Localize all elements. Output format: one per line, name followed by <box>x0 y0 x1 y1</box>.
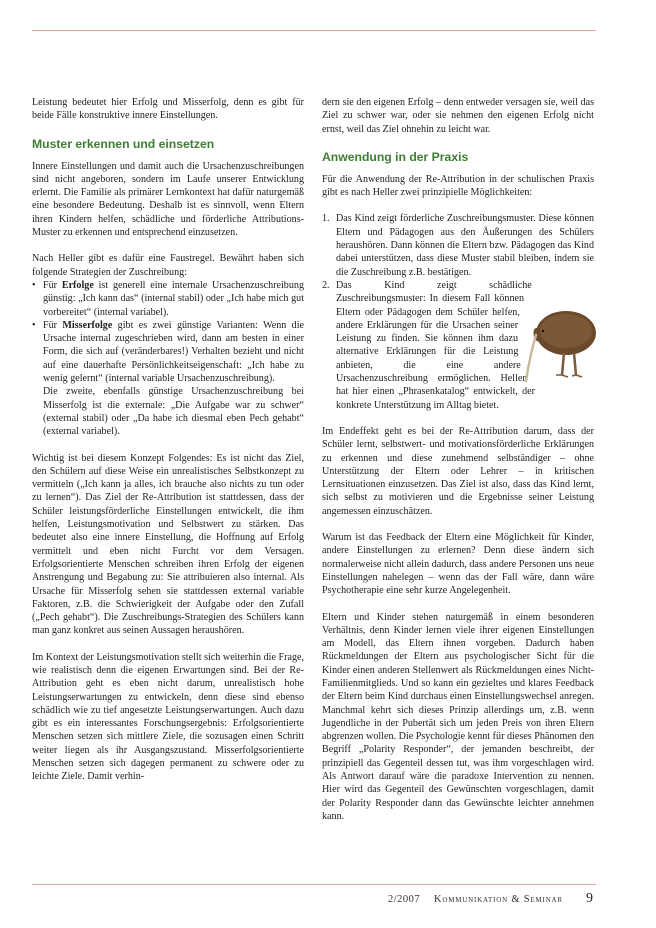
section-heading: Muster erkennen und einsetzen <box>32 136 215 151</box>
list-number: 2. <box>322 279 330 291</box>
kiwi-bird-icon <box>522 285 600 395</box>
paragraph: Eltern und Kinder stehen naturgemäß in einem besonderen Verhältnis, denn Kinder lernen viele ihrer eigenen Einstellungen am Modell, das Eltern ihnen vorgeben. Dadurch haben Rückmeldungen der Eltern aus psychologischer Sicht für die Kinder einen anderen Stellenwert als Rückmeldungen eines Nicht-Familienmitglieds. Und so kann ein gezieltes und klares Feedback der Eltern beim Kind durchaus einen Einstellungswechsel anregen. Manchmal kehrt sich dieses Prinzip allerdings um, z.B. wenn Jugendliche in der Pubertät sich um jeden Preis von ihren Eltern abgrenzen wollen. Die Psychologie kennt für dieses Phänomen den Begriff „Polarity Responder“, der jemanden beschreibt, der prinzipiell das Gegenteil dessen tut, was ihm vorgeschlagen wird. Als Antwort darauf wäre die paradoxe Intervention zu nennen. Hier wird das Gegenteil des Gewünschten vorgeschlagen, damit der Polarity Responder dann das Gewünschte leichter annehmen kann. <box>322 611 594 822</box>
section-heading: Anwendung in der Praxis <box>322 149 469 164</box>
page-number: 9 <box>586 891 593 906</box>
list-text: Das Kind zeigt förderliche Zuschreibungsmuster. Diese können Eltern und Pädagogen aus den Äußerungen des Schülers heraushören. Dann können die Eltern bzw. Pädagogen das Kind dabei unterstützen, dass diese Muster stabil bleiben, indem sie die Zuschreibung z.B. bestätigen. <box>336 213 594 278</box>
bullet-list <box>32 279 304 385</box>
text-span: Für <box>43 319 63 331</box>
numbered-list <box>322 212 594 411</box>
page-footer <box>0 891 656 911</box>
list-item <box>322 212 594 278</box>
paragraph: Die zweite, ebenfalls günstige Ursachenzuschreibung bei Misserfolg ist die externale: „Die Aufgabe war zu schwer“ (external stabil) oder „Da habe ich diesmal eben Pech gehabt“ (external variabel). <box>43 386 304 438</box>
paragraph: Wichtig ist bei diesem Konzept Folgendes: Es ist nicht das Ziel, den Schülern auf diese Weise ein unrealistisches Selbstkonzept zu vermitteln („Ich kann ja alles, ich brauche also nichts zu tun oder zu lernen“). Das Ziel der Re-Attribution ist stattdessen, dass der Schüler leistungsförderliche Einstellungen entwickelt, die ihm helfen, Leistungsmotivation und Selbstwert zu stärken. Das bedeutet also eine innere Einstellung, die Hoffnung auf Erfolg vermittelt und eben nicht Furcht vor dem Versagen. Erfolgsorientierte Menschen schreiben ihren Erfolg der eigenen Anstrengung und Begabung zu: Sie attribuieren also internal. Als Ursache für Misserfolg sehen sie stattdessen external variable Faktoren, z.B. die Schwierigkeit der Aufgabe oder den Zufall („Pech gehabt“). Die Zuschreibungs-Strategien des Schülers kann man ganz konkret aus seinen Aussagen heraushören. <box>32 452 304 637</box>
list-item <box>322 279 594 412</box>
paragraph: Innere Einstellungen und damit auch die Ursachenzuschreibungen sind nicht angeboren, sondern im Laufe unserer Entwicklung erlernt. Die Familie als primärer Lernkontext hat dafür naturgemäß eine besondere Bedeutung. Deshalb ist es sinnvoll, wenn Eltern ihren Kindern helfen, schädliche und förderliche Attributions-Muster zu erkennen und entsprechend einzusetzen. <box>32 160 304 239</box>
text-span: ist generell eine internale Ursachenzuschreibung günstig: „Ich kann das“ (internal stabil) oder „Ich habe mich gut vorbereitet“ (internal variabel). <box>43 279 304 318</box>
text-span: Für <box>43 279 62 291</box>
magazine-name: Kommunikation & Seminar <box>434 894 563 905</box>
paragraph: Für die Anwendung der Re-Attribution in der schulischen Praxis gibt es nach Heller zwei prinzipielle Möglichkeiten: <box>322 173 594 199</box>
paragraph: dern sie den eigenen Erfolg – denn entweder versagen sie, weil das Ziel zu schwer war, oder sie nehmen den eigenen Erfolg nicht ernst, weil das Ziel ohnehin zu leicht war. <box>322 97 594 135</box>
top-rule <box>32 30 596 31</box>
right-column <box>322 96 594 823</box>
paragraph: Warum ist das Feedback der Eltern eine Möglichkeit für Kinder, andere Einstellungen zu erlernen? Denn diese ändern sich normalerweise nicht allein dadurch, dass andere Personen uns neue Einstellungen nahelegen – wenn das der Fall wäre, dann wäre Psychotherapie eine sehr kurze Angelegenheit. <box>322 532 594 597</box>
text-span: gibt es zwei günstige Varianten: Wenn die Ursache internal zugeschrieben wird, dann am besten in einer Form, die sich auf (veränderbares!) Verhalten bezieht und nicht auf eine dauerhafte Persönlichkeitseigenschaft: „Ich habe zu wenig gelernt“ (internal variable Ursachenzuschreibung). <box>43 319 305 385</box>
bullet-icon: • <box>32 279 36 291</box>
bullet-icon: • <box>32 319 36 331</box>
issue-number: 2/2007 <box>388 894 421 905</box>
list-text: Das Kind zeigt schädliche Zuschreibungsmuster: In diesem Fall können Eltern oder Pädagogen dem Schüler helfen, andere Erklärungen für die Ursachen seiner Leistung zu finden. Sie können ihm dazu alternative Erklärungen für die Leistung anbieten, die eine andere Ursachenzuschreibung ermöglichen. Heller hat hier einen „Phrasenkatalog“ entwickelt, der konkrete Unterstützung im Alltag bietet. <box>336 279 536 411</box>
paragraph: Leistung bedeutet hier Erfolg und Misserfolg, denn es gibt für beide Fälle konstruktive innere Einstellungen. <box>32 97 304 122</box>
list-number: 1. <box>322 213 330 225</box>
list-item <box>32 319 304 385</box>
list-item <box>32 279 304 319</box>
emphasis: Misserfolge <box>62 319 113 331</box>
left-column <box>32 96 304 784</box>
emphasis: Erfolge <box>61 279 94 291</box>
bottom-rule <box>32 884 596 885</box>
paragraph: Im Endeffekt geht es bei der Re-Attribution darum, dass der Schüler lernt, selbstwert- und motivationsförderliche Erklärungen zu erkennen und diese zunehmend selbständiger – ohne Unterstützung der Eltern oder Lehrer – in kritischen Lernsituationen einzusetzen. Das Ziel ist also, dass das Kind lernt, sich selbst zu motivieren und die Ergebnisse seiner Leistung angemessen einzuschätzen. <box>322 425 594 517</box>
paragraph: Im Kontext der Leistungsmotivation stellt sich weiterhin die Frage, wie realistisch denn die eigenen Erwartungen sind. Bei der Re-Attribution geht es eben nicht darum, unrealistisch hohe Leistungserwartungen zu entwickeln, denn diese sind ebenso schädlich wie zu tief angesetzte Leistungserwartungen. Auch dazu gibt es ein interessantes Forschungsergebnis: Erfolgsorientierte Menschen setzen sich mittlere Ziele, die sozusagen einen Schritt weiter liegen als ihr Ausgangszustand. Misserfolgsorientierte Menschen setzen sich dagegen permanent zu schwere oder zu leichte Ziele. Damit verhin- <box>32 651 304 783</box>
paragraph: Nach Heller gibt es dafür eine Faustregel. Bewährt haben sich folgende Strategien der Zuschreibung: <box>32 253 304 278</box>
